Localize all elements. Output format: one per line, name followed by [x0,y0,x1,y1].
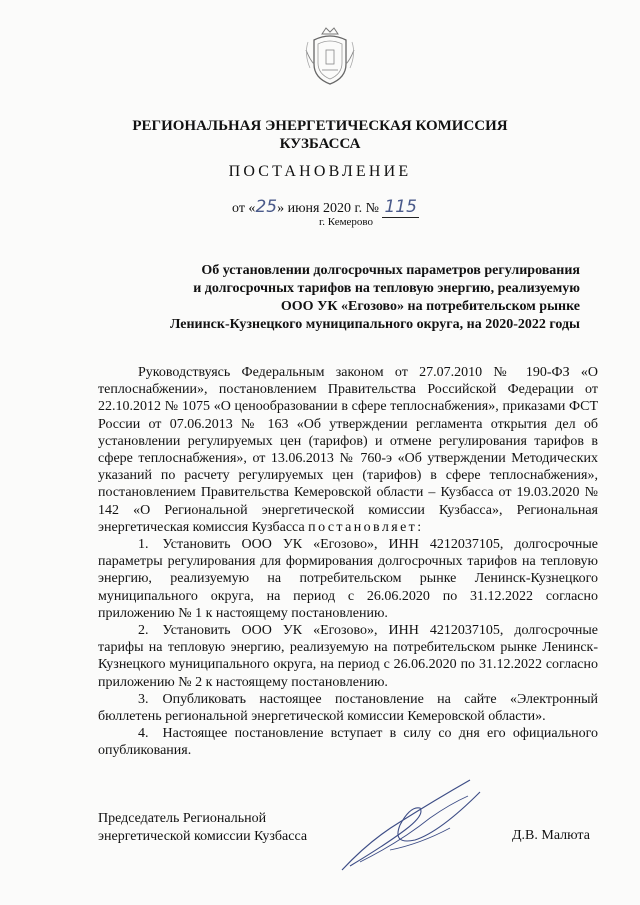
document-title [110,262,580,334]
date-prefix: от « [232,201,256,216]
preamble-text: Руководствуясь Федеральным законом от 27.07.2010 № 190-ФЗ «О теплоснабжении», постановлением Правительства Российской Федерации от 22.10.2012 № 1075 «О ценообразовании в сфере теплоснабжения», приказами ФСТ России от 07.06.2013 № 163 «Об утверждении регламента открытия дел об установлении регулируемых цен (тарифов) и отмене регулирования тарифов в сфере теплоснабжения», от 13.06.2013 № 760-э «Об утверждении Методических указаний по расчету регулируемых цен (тарифов) в сфере теплоснабжения», постановлением Правительства Кемеровской области – Кузбасса от 19.03.2020 № 142 «О Региональной энергетической комиссии Кузбасса», Региональная энергетическая комиссия Кузбасса [98,365,598,535]
document-date-line [232,197,419,218]
position-line: энергетической комиссии Кузбасса [98,829,308,844]
title-line: и долгосрочных тарифов на тепловую энергию, реализуемую [193,281,580,296]
title-line: Об установлении долгосрочных параметров регулирования [201,263,580,278]
org-name-line1: РЕГИОНАЛЬНАЯ ЭНЕРГЕТИЧЕСКАЯ КОМИССИЯ [132,118,508,134]
title-line: ООО УК «Егозово» на потребительском рынке [280,299,580,314]
list-item: 4. Настоящее постановление вступает в силу со дня его официального опубликования. [98,726,598,759]
signatory-name: Д.В. Малюта [512,828,590,843]
title-line: Ленинск-Кузнецкого муниципального округа, на 2020-2022 годы [169,317,580,332]
document-type: ПОСТАНОВЛЕНИЕ [228,163,412,180]
list-item: 3. Опубликовать настоящее постановление на сайте «Электронный бюллетень региональной энергетической комиссии Кемеровской области». [98,691,598,725]
list-item: 2. Установить ООО УК «Егозово», ИНН 4212037105, долгосрочные тарифы на тепловую энергию, реализуемую на потребительском рынке Ленинск-Кузнецкого муниципального округа, на период с 26.06.2020 по 31.12.2022 согласно приложению № 2 к настоящему постановлению. [98,623,598,690]
date-suffix: » июня 2020 г. № [277,201,379,216]
document-number: 115 [384,197,417,217]
org-name-line2: КУЗБАССА [279,136,361,152]
document-city: г. Кемерово [319,216,374,228]
document-body [98,364,598,760]
coat-of-arms-icon [300,20,360,90]
position-line: Председатель Региональной [98,811,267,826]
preamble-paragraph [98,364,598,536]
handwritten-signature [330,770,490,880]
list-item: 1. Установить ООО УК «Егозово», ИНН 4212037105, долгосрочные параметры регулирования для формирования долгосрочных тарифов на тепловую энергию, реализуемую на потребительском рынке Ленинск-Кузнецкого муниципального округа, на период с 26.06.2020 по 31.12.2022 согласно приложению № 1 к настоящему постановлению. [98,537,598,621]
signatory-position [98,810,307,846]
resolves-word: постановляет: [308,519,424,535]
date-day: 25 [255,197,278,217]
